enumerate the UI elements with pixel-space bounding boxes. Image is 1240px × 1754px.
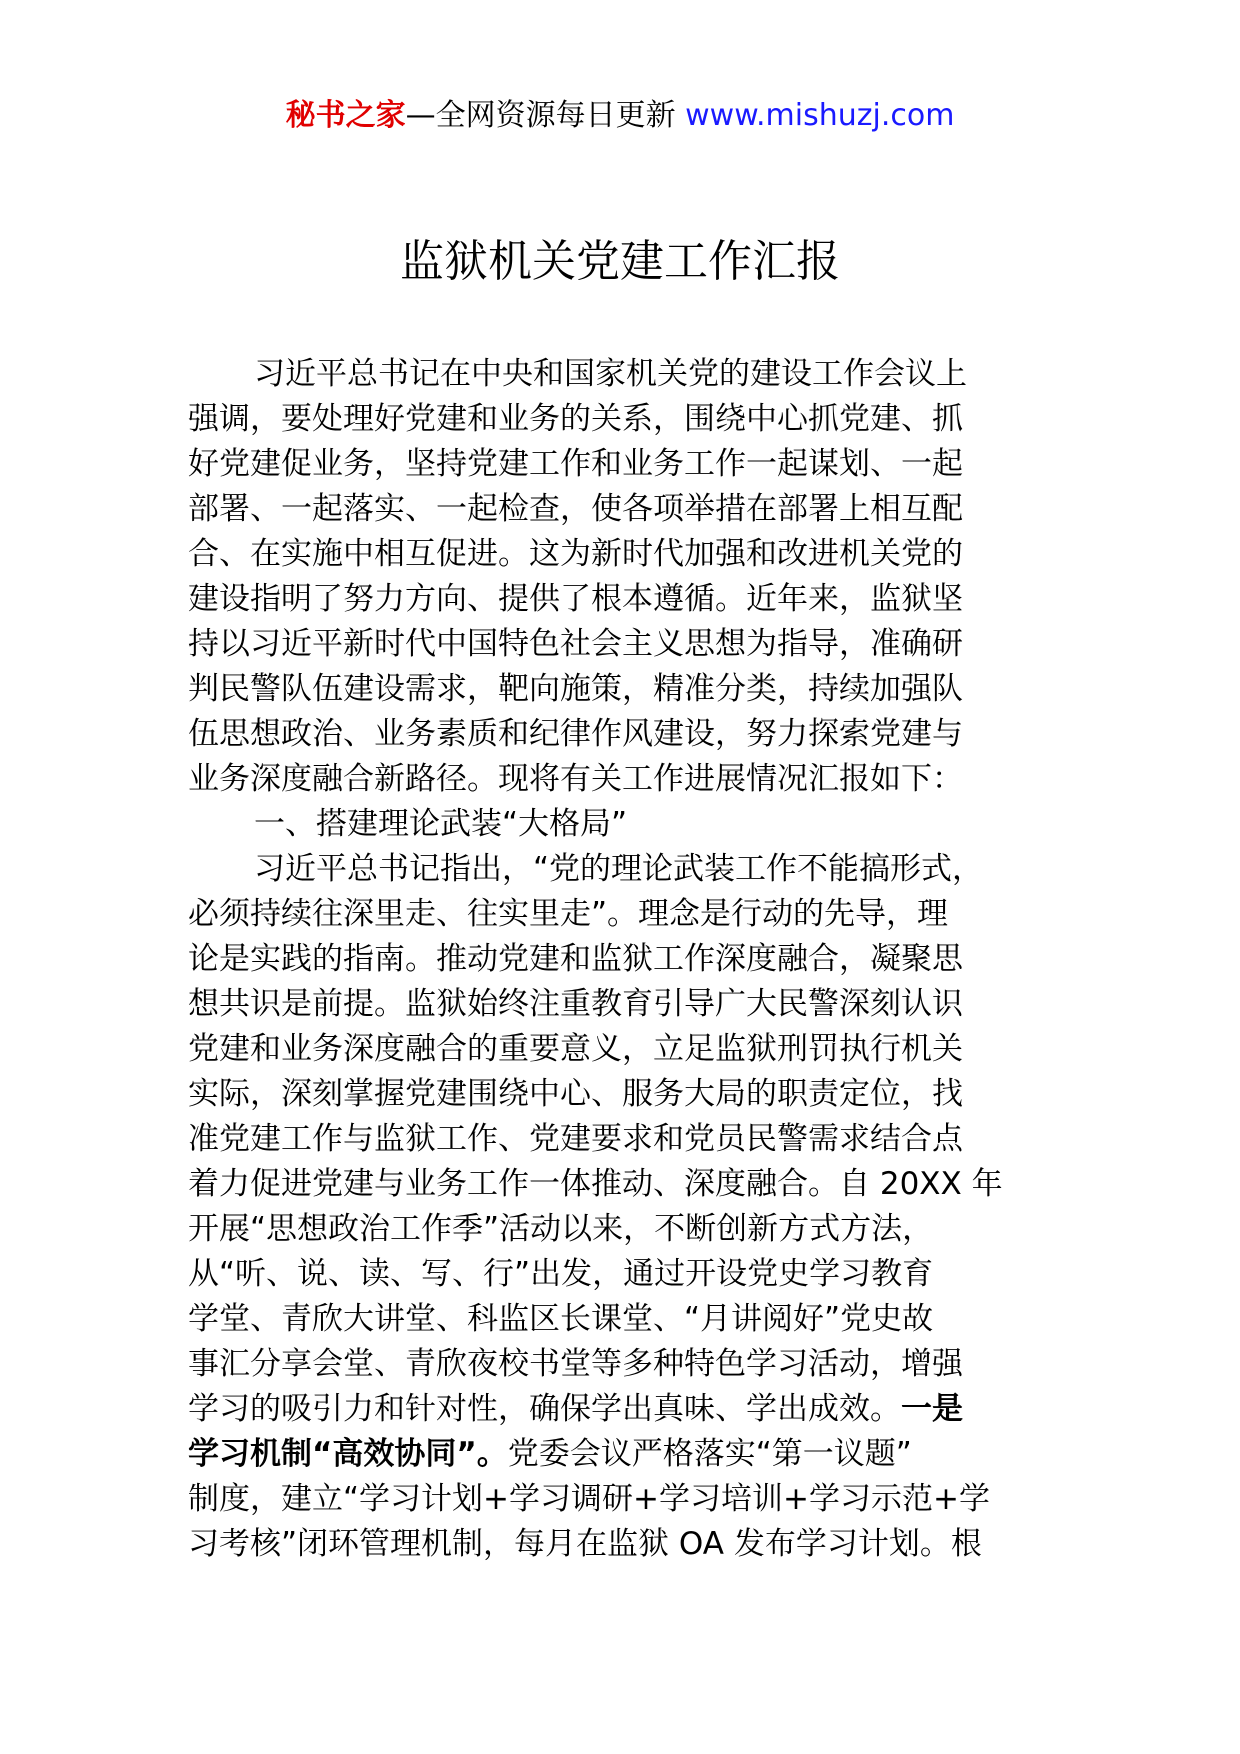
body-line: 必须持续往深里走、往实里走”。理念是行动的先导，理 [188, 896, 949, 932]
body-line: 建设指明了努力方向、提供了根本遵循。近年来，监狱坚 [188, 581, 963, 617]
body-line: 实际，深刻掌握党建围绕中心、服务大局的职责定位，找 [188, 1076, 963, 1112]
body-line: 业务深度融合新路径。现将有关工作进展情况汇报如下： [188, 761, 963, 797]
site-banner [0, 96, 1240, 136]
body-line: 判民警队伍建设需求，靶向施策，精准分类，持续加强队 [188, 671, 963, 707]
body-line: 伍思想政治、业务素质和纪律作风建设，努力探索党建与 [188, 716, 963, 752]
body-line: 部署、一起落实、一起检查，使各项举措在部署上相互配 [188, 491, 963, 527]
body-line: 准党建工作与监狱工作、党建要求和党员民警需求结合点 [188, 1121, 963, 1157]
body-line: 好党建促业务，坚持党建工作和业务工作一起谋划、一起 [188, 446, 963, 482]
body-line: 合、在实施中相互促进。这为新时代加强和改进机关党的 [188, 536, 963, 572]
body-line: 强调，要处理好党建和业务的关系，围绕中心抓党建、抓 [188, 401, 963, 437]
document-body [188, 352, 1056, 1567]
body-text: 党委会议严格落实“第一议题” [507, 1436, 912, 1472]
brand-name: 秘书之家 [285, 98, 406, 133]
body-line: 习近平总书记在中央和国家机关党的建设工作会议上 [254, 356, 967, 392]
body-line [188, 1432, 1056, 1477]
body-line: 制度，建立“学习计划+学习调研+学习培训+学习示范+学 [188, 1481, 990, 1517]
banner-tagline: —全网资源每日更新 [405, 98, 686, 133]
body-line: 党建和业务深度融合的重要意义，立足监狱刑罚执行机关 [188, 1031, 963, 1067]
bold-subheading: 学习机制“高效协同”。 [188, 1436, 508, 1472]
body-line: 习近平总书记指出，“党的理论武装工作不能搞形式， [254, 851, 984, 887]
body-line: 事汇分享会堂、青欣夜校书堂等多种特色学习活动，增强 [188, 1346, 963, 1382]
body-line [188, 1387, 1056, 1432]
body-line: 想共识是前提。监狱始终注重教育引导广大民警深刻认识 [188, 986, 963, 1022]
section-heading: 一、搭建理论武装“大格局” [254, 806, 628, 842]
body-line: 持以习近平新时代中国特色社会主义思想为指导，准确研 [188, 626, 963, 662]
body-line: 从“听、说、读、写、行”出发，通过开设党史学习教育 [188, 1256, 934, 1292]
body-line: 习考核”闭环管理机制，每月在监狱 OA 发布学习计划。根 [188, 1526, 982, 1562]
document-title: 监狱机关党建工作汇报 [400, 236, 840, 287]
body-line: 论是实践的指南。推动党建和监狱工作深度融合，凝聚思 [188, 941, 963, 977]
body-line: 开展“思想政治工作季”活动以来，不断创新方式方法， [188, 1211, 934, 1247]
site-url-link[interactable]: www.mishuzj.com [685, 98, 955, 133]
body-text: 学习的吸引力和针对性，确保学出真味、学出成效。 [188, 1391, 901, 1427]
bold-lead-in: 一是 [901, 1391, 963, 1427]
body-line: 学堂、青欣大讲堂、科监区长课堂、“月讲阅好”党史故 [188, 1301, 934, 1337]
body-line: 着力促进党建与业务工作一体推动、深度融合。自 20XX 年 [188, 1166, 1003, 1202]
